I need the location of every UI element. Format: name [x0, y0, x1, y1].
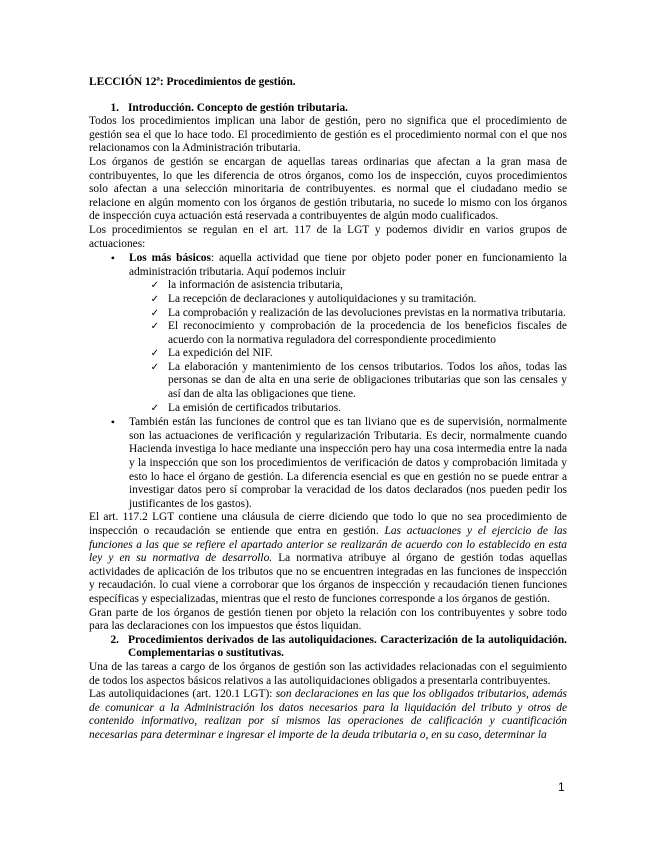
check-icon: ✓: [150, 307, 159, 319]
check-icon: ✓: [150, 321, 159, 333]
check-item-text: La comprobación y realización de las devoluciones previstas en la normativa tributaria.: [168, 306, 566, 319]
bullet-icon: •: [110, 251, 115, 266]
check-item-text: El reconocimiento y comprobación de la procedencia de los beneficios fiscales de acuerdo con la normativa reguladora del correspondiente procedimiento: [168, 320, 567, 346]
paragraph-text: Las autoliquidaciones (art. 120.1 LGT):: [89, 688, 276, 701]
paragraph-7: [89, 688, 567, 742]
check-item: [89, 293, 567, 307]
paragraph-4: [89, 511, 567, 606]
paragraph-text: La normativa atribuye al órgano de gestión todas aquellas actividades de aplicación de los tributos que no se encuentren integradas en las funciones de inspección y recaudación. lo cual viene a corroborar que los órganos de inspección y recaudación tienen funciones específicas y especializadas, mientras que el resto de funciones corresponde a los órganos de gestión.: [89, 552, 567, 605]
paragraph-3: Los procedimientos se regulan en el art. 117 de la LGT y podemos dividir en varios grupos de actuaciones:: [89, 223, 567, 250]
check-item: [89, 347, 567, 361]
legal-quote: son declaraciones en las que los obligados tributarios, además de comunicar a la Administración los datos necesarios para la liquidación del tributo y otros de contenido informativo, realizan por sí mismos las operaciones de calificación y cuantificación necesarias para determinar e ingresar el importe de la deuda tributaria o, en su caso, determinar la: [89, 688, 567, 741]
check-icon: ✓: [150, 402, 159, 414]
check-item: [89, 279, 567, 293]
document-page: [89, 76, 567, 743]
check-item-text: La expedición del NIF.: [168, 347, 273, 360]
check-item-text: La elaboración y mantenimiento de los censos tributarios. Todos los años, todas las personas se dan de alta en una serie de obligaciones tributarias que son las censales y así dan de alta las obligaciones que tiene.: [168, 360, 567, 401]
section-heading-2: [89, 634, 567, 661]
check-item: [89, 307, 567, 321]
check-icon: ✓: [150, 361, 159, 373]
lesson-title: LECCIÓN 12ª: Procedimientos de gestión.: [89, 76, 296, 88]
check-list: [89, 279, 567, 415]
bullet-item: [89, 416, 567, 511]
section-number: 2.: [110, 633, 119, 646]
check-icon: ✓: [150, 348, 159, 360]
section-number: 1.: [110, 101, 119, 114]
section-title: Introducción. Concepto de gestión tributaria.: [128, 101, 349, 114]
paragraph-1: Todos los procedimientos implican una labor de gestión, pero no significa que el procedimiento de gestión sea el que lo hace todo. El procedimiento de gestión es el procedimiento normal con el que nos relacionamos con la Administración tributaria.: [89, 115, 567, 155]
paragraph-text: El art. 117.2 LGT contiene una cláusula de cierre diciendo que todo lo que no sea procedimiento de inspección o recaudación se entiende que entra en gestión.: [89, 511, 567, 537]
section-title: Procedimientos derivados de las autoliquidaciones. Caracterización de la autoliquidación. Complementarias o sustitutivas.: [128, 633, 567, 660]
check-item: [89, 402, 567, 416]
bullet-item: [89, 252, 567, 279]
bullet-icon: •: [110, 415, 115, 430]
paragraph-5: Gran parte de los órganos de gestión tienen por objeto la relación con los contribuyentes y sobre todo para las declaraciones con los impuestos que éstos liquidan.: [89, 606, 567, 633]
paragraph-2: Los órganos de gestión se encargan de aquellas tareas ordinarias que afectan a la gran masa de contribuyentes, lo que les diferencia de otros órganos, como los de inspección, cuyos procedimientos solo afectan a una selección minoritaria de contribuyentes. es normal que el ciudadano medio se relacione en algún momento con los órganos de gestión tributaria, no sucede lo mismo con los órganos de inspección cuya actuación está reservada a contribuyentes de algún modo cualificados.: [89, 155, 567, 223]
check-item: [89, 320, 567, 347]
check-item-text: La recepción de declaraciones y autoliquidaciones y su tramitación.: [168, 292, 477, 305]
check-icon: ✓: [150, 293, 159, 305]
check-item: [89, 361, 567, 402]
bullet-text: : aquella actividad que tiene por objeto poder poner en funcionamiento la administración tributaria. Aquí podemos incluir: [129, 252, 567, 278]
paragraph-6: Una de las tareas a cargo de los órganos de gestión son las actividades relacionadas con el seguimiento de todos los aspectos básicos relativos a las autoliquidaciones obligados a presentarla contribuyentes.: [89, 660, 567, 687]
check-item-text: la información de asistencia tributaria,: [168, 279, 343, 292]
check-item-text: La emisión de certificados tributarios.: [168, 401, 342, 414]
section-heading-1: [89, 102, 567, 116]
bullet-bold-label: Los más básicos: [129, 252, 211, 265]
check-icon: ✓: [150, 280, 159, 292]
page-number: 1: [558, 780, 565, 794]
bullet-text: También están las funciones de control que es tan liviano que es de supervisión, normalmente son las actuaciones de verificación y regularización Tributaria. Es decir, normalmente cuando Hacienda investiga lo hace mediante una inspección pero hay una cosa intermedia entre la nada y la inspección que son los procedimientos de verificación de datos y comprobación limitada y esto lo hace el órgano de gestión. La diferencia esencial es que en gestión no se puede entrar a investigar datos pero sí comprobar la veracidad de los datos declarados (nos pueden pedir los justificantes de los gastos).: [129, 416, 567, 510]
legal-quote: Las actuaciones y el ejercicio de las funciones a las que se refiere el apartado anterior se realizarán de acuerdo con lo establecido en esta ley y en su normativa de desarrollo.: [89, 525, 567, 565]
